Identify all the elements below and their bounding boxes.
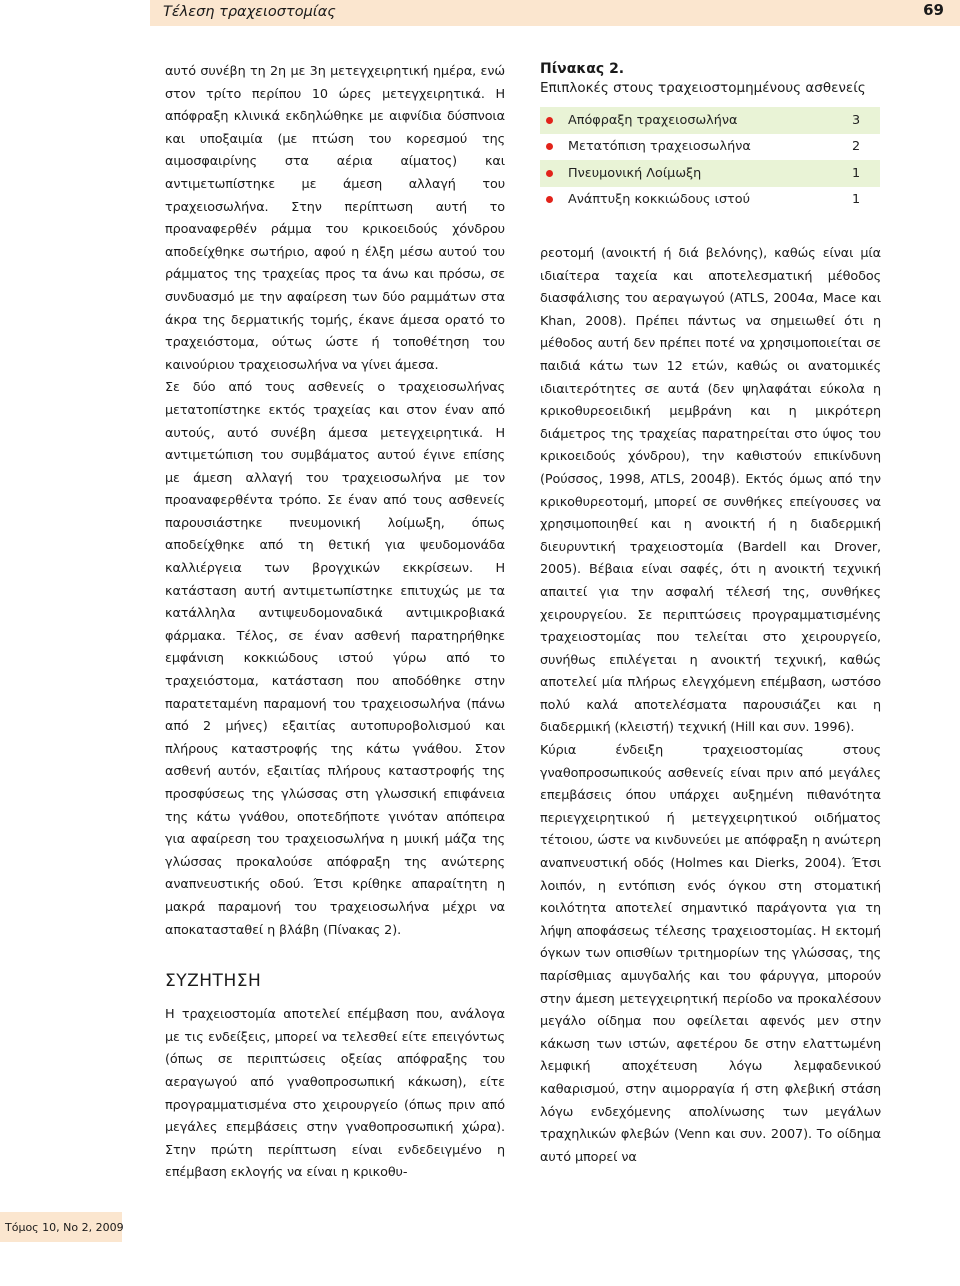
complications-table [540,60,880,213]
table-subtitle: Επιπλοκές στους τραχειοστομημένους ασθενείς [540,80,866,96]
table-row [540,160,880,187]
left-column [165,61,505,1185]
section-heading: ΣΥΖΗΤΗΣΗ [165,971,262,992]
row-count: 1 [852,192,861,208]
row-label: Απόφραξη τραχειοσωλήνα [568,112,738,128]
bullet-icon [546,117,553,124]
body-paragraph: Η τραχειοστομία αποτελεί επέμβαση που, ανάλογα με τις ενδείξεις, μπορεί να τελεσθεί είτε επειγόντως (όπως σε περιπτώσεις οξείας απόφραξης του αεραγωγού από γναθοπροσωπική κάκωση), είτε προγραμματισμένα στο χειρουργείο (όπως πριν από μεγάλες επεμβάσεις στην γναθοπροσωπική χώρα). Στην πρώτη περίπτωση είναι ενδεδειγμένο η επέμβαση εκλογής να είναι η κρικοθυ- [165,1007,505,1181]
table-row [540,187,880,214]
journal-info: Τόμος 10, Νο 2, 2009 [5,1221,124,1234]
running-title: Τέλεση τραχειοστομίας [163,4,336,20]
bullet-icon [546,143,553,150]
row-count: 3 [852,112,861,128]
right-column [540,243,881,1169]
row-label: Ανάπτυξη κοκκιώδους ιστού [568,192,750,208]
body-paragraph: Σε δύο από τους ασθενείς ο τραχειοσωλήνας μετατοπίστηκε εκτός τραχείας και στον έναν από αυτούς, αυτό συνέβη άμεσα μετεγχειρητικά. Η αντιμετώπιση του συμβάματος αυτού έγινε επίσης με άμεση αλλαγή του τραχειοσωλήνα με τον προαναφερθέντα τρόπο. Σε έναν από τους ασθενείς παρουσιάστηκε πνευμονική λοίμωξη, όπως αποδείχθηκε από τη θετική για ψευδομονάδα καλλιέργεια των βρογχικών εκκρίσεων. Η κατάσταση αυτή αντιμετωπίστηκε επιτυχώς με τα κατάλληλα αντιψευδομοναδικά αντιμικροβιακά φάρμακα. Τέλος, σε έναν ασθενή παρατηρήθηκε εμφάνιση κοκκιώδους ιστού γύρω από το τραχειόστομα, κατάσταση που αποδόθηκε στην παρατεταμένη παραμονή του τραχειοσωλήνα (πάνω από 2 μήνες) εξαιτίας αυτοπυροβολισμού και πλήρους καταστροφής της κάτω γνάθου. Στον ασθενή αυτόν, εξαιτίας πλήρους καταστροφής της προσφύσεως της γλώσσας στη γλωσσική επιφάνεια της κάτω γνάθου, οποτεδήποτε γινόταν απόπειρα για αφαίρεση του τραχειοσωλήνα η μυική μάζα της γλώσσας προκαλούσε απόφραξη της ανώτερης αναπνευστικής οδού. Έτσι κρίθηκε απαραίτητη η μακρά παραμονή του τραχειοσωλήνα μέχρι να αποκατασταθεί η βλάβη (Πίνακας 2). [165,380,505,938]
table-row [540,107,880,134]
page-number: 69 [923,1,944,19]
table-title: Πίνακας 2. [540,61,625,77]
row-label: Μετατόπιση τραχειοσωλήνα [568,139,751,155]
body-paragraph: αυτό συνέβη τη 2η με 3η μετεγχειρητική ημέρα, ενώ στον τρίτο περίπου 10 ώρες μετεγχειρητικά. Η απόφραξη κλινικά εκδηλώθηκε με αιφνίδια δύσπνοια και υποξαιμία (με πτώση του κορεσμού της αιμοσφαιρίνης στα αέρια αίματος) και αντιμετωπίστηκε με άμεση αλλαγή του τραχειοσωλήνα. Στην περίπτωση αυτή το προαναφερθέν ράμμα του κρικοειδούς χόνδρου αποδείχθηκε σωτήριο, αφού η έλξη μέσω αυτού του ράμματος της τραχείας προς τα άνω και πρόσω, σε συνδυασμό με την αφαίρεση των δύο ραμμάτων στα άκρα της δερματικής τομής, έκανε άμεσα ορατό το τραχειόστομα, ούτως ώστε ή τοποθέτηση του καινούριου τραχειοσωλήνα να γίνει άμεσα. [165,64,505,373]
row-count: 1 [852,165,861,181]
body-paragraph: Κύρια ένδειξη τραχειοστομίας στους γναθοπροσωπικούς ασθενείς είναι πριν από μεγάλες επεμβάσεις όπου υπάρχει αυξημένη πιθανότητα περιεγχειρητικού ή μετεγχειρητικού οιδήματος τέτοιου, ώστε να κινδυνεύει με απόφραξη η ανώτερη αναπνευστική οδός (Holmes και Dierks, 2004). Έτσι λοιπόν, η εντόπιση ενός όγκου στη στοματική κοιλότητα αποτελεί σημαντικό παράγοντα για τη λήψη αποφάσεως τέλεσης τραχειοστομίας. Η εκτομή όγκων των οπισθίων τριτημορίων της γλώσσας, της παρίσθμιας αμυγδαλής και του φάρυγγα, μπορούν στην άμεση μετεγχειρητική περίοδο να προκαλέσουν μεγάλο οίδημα που οφείλεται αφενός μεν στην κάκωση των ιστών, αφετέρου δε στην ελαττωμένη λεμφική αποχέτευση λόγω λεμφαδενικού καθαρισμού, στην αιμορραγία ή στη φλεβική στάση λόγω ενδεχόμενης απολίνωσης των μεγάλων τραχηλικών φλεβών (Venn και συν. 2007). Το οίδημα αυτό μπορεί να [540,743,881,1165]
body-paragraph: ρεοτομή (ανοικτή ή διά βελόνης), καθώς είναι μία ιδιαίτερα ταχεία και αποτελεσματική μέθοδος διασφάλισης του αεραγωγού (ATLS, 2004α, Mace και Khan, 2008). Πρέπει πάντως να σημειωθεί ότι η μέθοδος αυτή δεν πρέπει ποτέ να χρησιμοποιείται σε παιδιά κάτω των 12 ετών, καθώς οι ανατομικές ιδιαιτερότητες σε αυτά (δεν ψηλαφάται εύκολα η κρικοθυρεοειδική μεμβράνη και η μικρότερη διάμετρος της τραχείας παρατηρείται στο ύψος του κρικοειδούς χόνδρου), την καθιστούν επικίνδυνη (Ρούσσος, 1998, ATLS, 2004β). Εκτός όμως από την κρικοθυρεοτομή, μπορεί σε συνθήκες επείγουσες να χρησιμοποιηθεί και η ανοικτή ή η διαδερμική διευρυντική τραχειοστομία (Bardell και Drover, 2005). Βέβαια είναι σαφές, ότι η ανοικτή τεχνική απαιτεί για την ασφαλή τέλεσή της, συνθήκες χειρουργείου. Σε περιπτώσεις προγραμματισμένης τραχειοστομίας που τελείται στο χειρουργείο, συνήθως επιλέγεται η ανοικτή τεχνική, καθώς αποτελεί μία πλήρως ελεγχόμενη επέμβαση, ωστόσο πολύ καλά αποτελέσματα παρουσιάζει και η διαδερμική (κλειστή) τεχνική (Hill και συν. 1996). [540,246,881,736]
row-count: 2 [852,139,861,155]
bullet-icon [546,170,553,177]
bullet-icon [546,196,553,203]
table-row [540,134,880,161]
row-label: Πνευμονική Λοίμωξη [568,165,702,181]
